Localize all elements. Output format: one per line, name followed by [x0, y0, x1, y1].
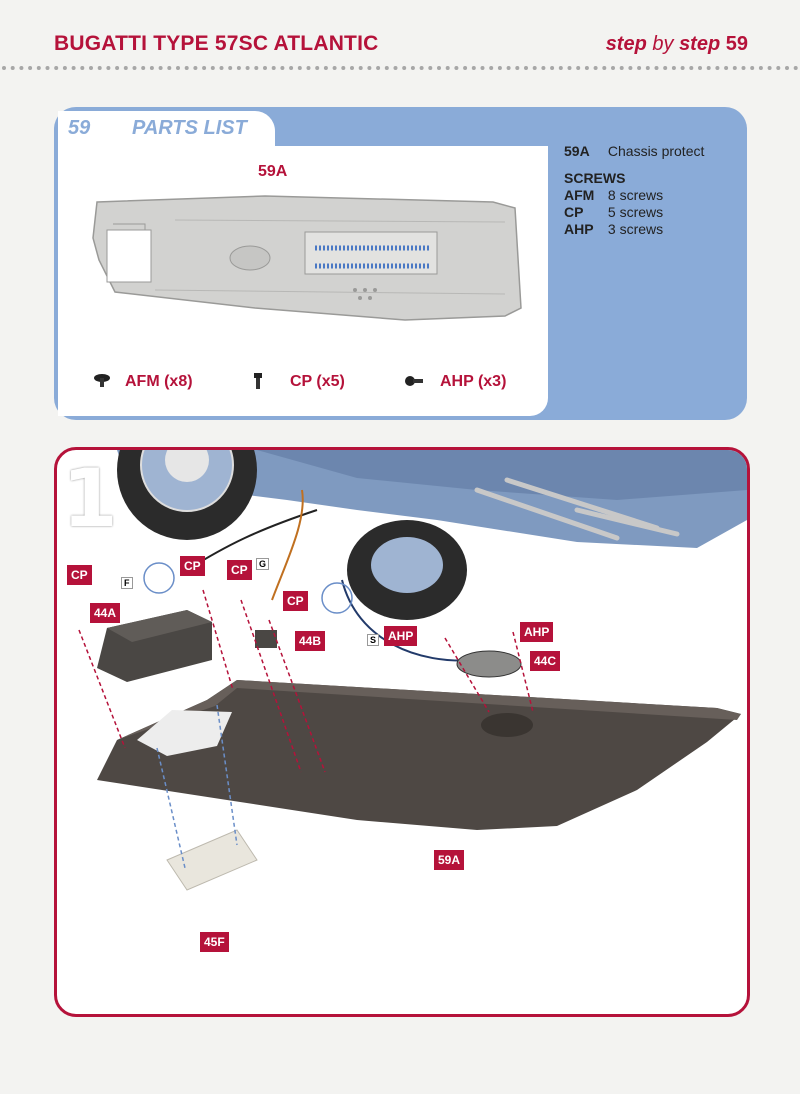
callout-cp: CP	[227, 560, 252, 580]
step-number: 59	[725, 33, 748, 55]
legend-screw-code: CP	[564, 204, 584, 220]
legend-screw-row	[564, 204, 704, 221]
legend-screw-code: AFM	[564, 187, 595, 203]
by-word: by	[652, 33, 674, 55]
assembly-illustration	[57, 450, 747, 1014]
step-word: step	[605, 33, 647, 55]
legend-screw-code: AHP	[564, 221, 594, 237]
screw-label-afm: AFM (x8)	[125, 373, 193, 390]
legend-screw-row	[564, 187, 704, 204]
afm-screw-icon	[92, 372, 112, 388]
legend-screw-desc: 3 screws	[607, 221, 664, 237]
callout-44b: 44B	[295, 631, 325, 651]
wire-tag-f: F	[121, 577, 133, 589]
callout-44a: 44A	[90, 603, 120, 623]
step-number-1: 1	[62, 452, 118, 545]
step-panel	[54, 447, 750, 1017]
part-label-59a: 59A	[258, 163, 288, 180]
dotted-divider	[0, 64, 800, 72]
step-word-2: step	[679, 33, 721, 55]
cp-screw-icon	[251, 372, 265, 390]
callout-cp: CP	[283, 591, 308, 611]
callout-59a: 59A	[434, 850, 464, 870]
legend-part-row	[564, 143, 704, 160]
page-title: BUGATTI TYPE 57SC ATLANTIC	[54, 32, 379, 55]
parts-list-number: 59	[68, 117, 91, 139]
callout-cp: CP	[67, 565, 92, 585]
legend-screw-desc: 8 screws	[607, 187, 664, 203]
chassis-protect-image	[85, 190, 525, 340]
step-by-step-badge	[606, 33, 748, 56]
parts-list-title: PARTS LIST	[132, 117, 247, 139]
wire-tag-s: S	[367, 634, 379, 646]
screw-label-ahp: AHP (x3)	[440, 373, 507, 390]
callout-ahp: AHP	[384, 626, 417, 646]
legend-part-code: 59A	[564, 143, 590, 159]
parts-legend	[564, 143, 704, 238]
wire-tag-g: G	[256, 558, 269, 570]
callout-cp: CP	[180, 556, 205, 576]
legend-part-name: Chassis protect	[607, 143, 705, 159]
callout-45f: 45F	[200, 932, 229, 952]
callout-ahp: AHP	[520, 622, 553, 642]
legend-screw-desc: 5 screws	[607, 204, 664, 220]
callout-44c: 44C	[530, 651, 560, 671]
legend-screw-row	[564, 221, 704, 238]
ahp-screw-icon	[403, 374, 425, 388]
screw-label-cp: CP (x5)	[290, 373, 345, 390]
legend-screws-heading: SCREWS	[564, 170, 626, 186]
